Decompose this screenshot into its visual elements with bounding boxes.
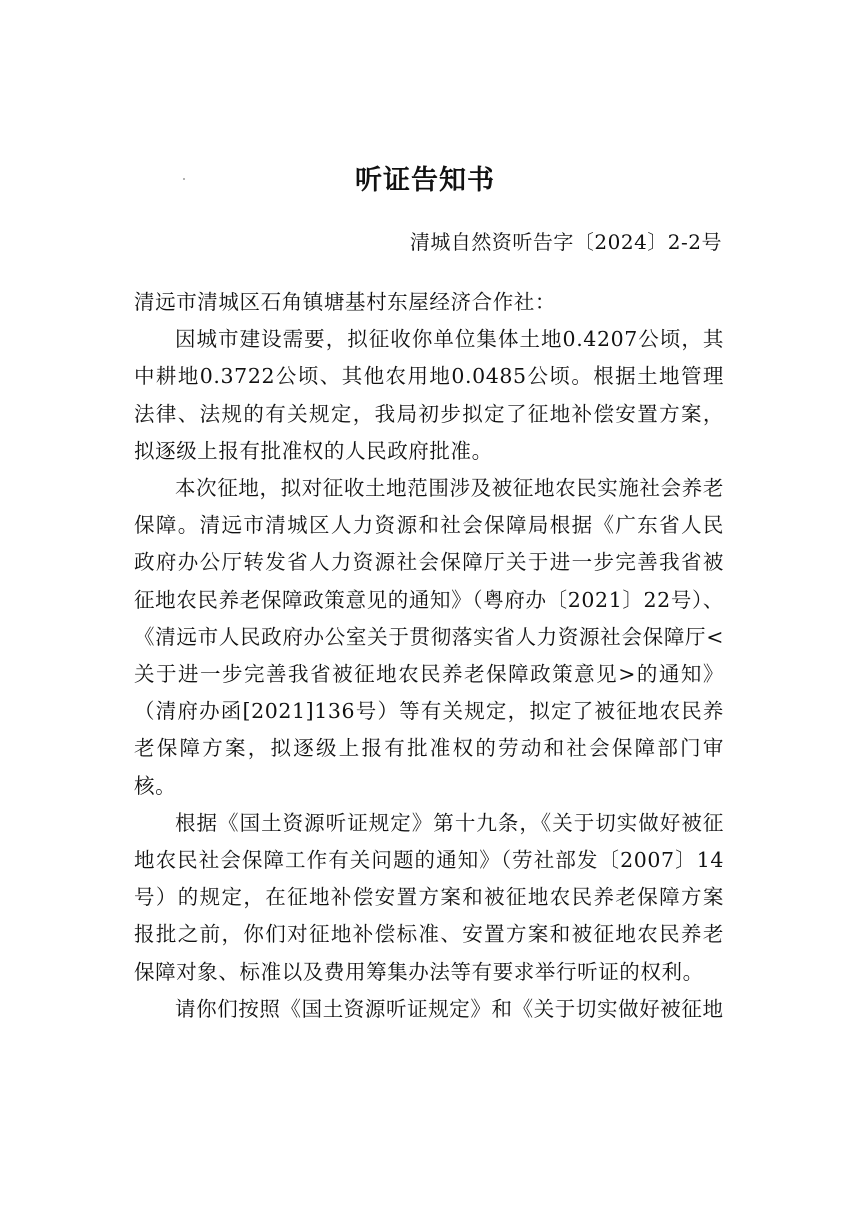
paragraph-pension-security: 本次征地，拟对征收土地范围涉及被征地农民实施社会养老保障。清远市清城区人力资源和社会保障局根据《广东省人民政府办公厅转发省人力资源社会保障厅关于进一步完善我省被征地农民养老保障政策意见的通知》（粤府办〔2021〕22号）、《清远市人民政府办公室关于贯彻落实省人力资源社会保障厅<关于进一步完善我省被征地农民养老保障政策意见>的通知》（清府办函[2021]136号）等有关规定，拟定了被征地农民养老保障方案，拟逐级上报有批准权的劳动和社会保障部门审核。 bbox=[134, 476, 724, 798]
document-title: 听证告知书 bbox=[355, 165, 495, 196]
paragraph-hearing-rights: 根据《国土资源听证规定》第十九条，《关于切实做好被征地农民社会保障工作有关问题的通知》（劳社部发〔2007〕14号）的规定，在征地补偿安置方案和被征地农民养老保障方案报批之前，你们对征地补偿标准、安置方案和被征地农民养老保障对象、标准以及费用筹集办法等有要求举行听证的权利。 bbox=[134, 810, 724, 984]
document-body bbox=[134, 284, 724, 1028]
paragraph-land-acquisition: 因城市建设需要，拟征收你单位集体土地0.4207公顷，其中耕地0.3722公顷、其他农用地0.0485公顷。根据土地管理法律、法规的有关规定，我局初步拟定了征地补偿安置方案，拟逐级上报有批准权的人民政府批准。 bbox=[134, 327, 724, 463]
paragraph-request: 请你们按照《国土资源听证规定》和《关于切实做好被征地 bbox=[175, 996, 724, 1021]
document-number: 清城自然资听告字〔2024〕2-2号 bbox=[409, 230, 722, 254]
addressee: 清远市清城区石角镇塘基村东屋经济合作社： bbox=[134, 290, 556, 314]
